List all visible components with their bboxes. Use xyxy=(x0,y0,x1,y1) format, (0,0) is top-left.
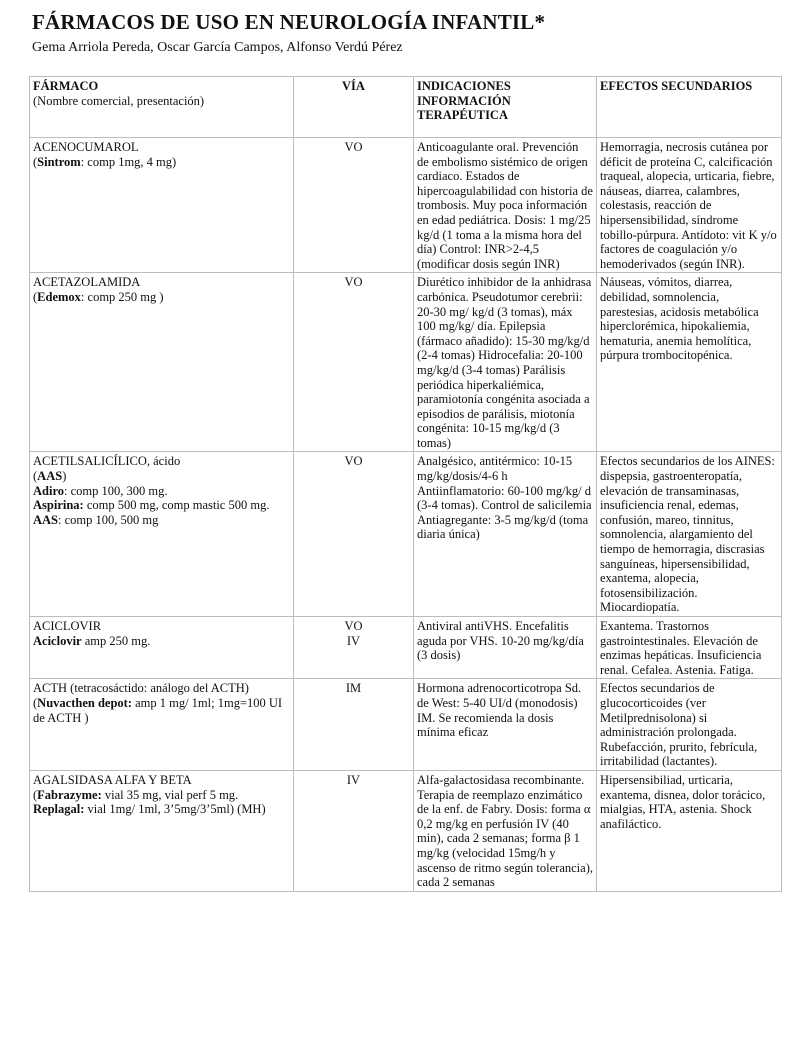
presentation-line: (Nuvacthen depot: amp 1 mg/ 1ml; 1mg=100 UI de ACTH ) xyxy=(33,695,283,725)
presentation-detail: : comp 100, 300 mg. xyxy=(64,483,168,498)
presentation-detail: amp 250 mg. xyxy=(81,633,151,648)
cell-via xyxy=(294,679,414,771)
table-row xyxy=(30,273,782,452)
route-value: IV xyxy=(346,633,361,648)
route-value: IM xyxy=(345,681,362,696)
brand-name: Sintrom xyxy=(37,154,81,169)
document-authors: Gema Arriola Pereda, Oscar García Campos, Alfonso Verdú Pérez xyxy=(32,40,403,55)
document-title: FÁRMACOS DE USO EN NEUROLOGÍA INFANTIL* xyxy=(32,10,546,34)
brand-name: Nuvacthen depot: xyxy=(37,695,132,710)
drug-name: AGALSIDASA ALFA Y BETA xyxy=(33,772,192,787)
cell-farmaco xyxy=(30,138,294,273)
header-efectos xyxy=(597,77,782,138)
brand-name: AAS xyxy=(33,512,59,527)
header-indicaciones xyxy=(414,77,597,138)
drug-name: ACICLOVIR xyxy=(33,619,102,633)
table-header-row xyxy=(30,77,782,138)
header-farmaco-label: FÁRMACO xyxy=(33,79,99,93)
header-via-label: VÍA xyxy=(342,79,365,93)
cell-farmaco xyxy=(30,617,294,679)
brand-name: Aspirina: xyxy=(33,498,84,513)
cell-efectos: Hipersensibiliad, urticaria, exantema, disnea, dolor torácico, mialgias, HTA, astenia. Shock anafiláctico. xyxy=(597,770,782,891)
cell-farmaco xyxy=(30,679,294,771)
table-row xyxy=(30,770,782,891)
brand-name: Adiro xyxy=(33,483,65,498)
cell-farmaco xyxy=(30,452,294,617)
presentation-detail: vial 1mg/ 1ml, 3’5mg/3’5ml) (MH) xyxy=(84,802,266,817)
cell-efectos: Efectos secundarios de glucocorticoides (ver Metilprednisolona) si administración prolongada. Rubefacción, prurito, febrícula, irritabilidad (lactantes). xyxy=(597,679,782,771)
route-value: VO xyxy=(344,275,363,290)
presentation-line: (Fabrazyme: vial 35 mg, vial perf 5 mg. Replagal: vial 1mg/ 1ml, 3’5mg/3’5ml) (MH) xyxy=(33,787,266,817)
cell-indicaciones: Analgésico, antitérmico: 10-15 mg/kg/dosis/4-6 h Antiinflamatorio: 60-100 mg/kg/ d (3-4 tomas). Control de salicilemia Antiagregante: 3-5 mg/kg/d (toma diaria única) xyxy=(414,452,597,617)
table-row xyxy=(30,452,782,617)
header-farmaco-sub: (Nombre comercial, presentación) xyxy=(33,93,205,108)
route-value: VO xyxy=(344,140,363,154)
cell-indicaciones: Antiviral antiVHS. Encefalitis aguda por VHS. 10-20 mg/kg/día (3 dosis) xyxy=(414,617,597,679)
presentation-line xyxy=(33,484,290,499)
presentation-line xyxy=(33,498,290,513)
route-value: VO xyxy=(344,619,363,633)
cell-indicaciones: Anticoagulante oral. Prevención de embolismo sistémico de origen cardiaco. Estados de hipercoagulabilidad con historia de trombosis. Muy poca información en edad pediátrica. Dosis: 1 mg/25 kg/d (1 toma a la misma hora del día) Control: INR>2-4,5 (modificar dosis según INR) xyxy=(414,138,597,273)
cell-farmaco xyxy=(30,770,294,891)
cell-via xyxy=(294,138,414,273)
presentation-detail: amp 1 mg/ 1ml; 1mg=100 UI de ACTH ) xyxy=(33,695,283,725)
header-via xyxy=(294,77,414,138)
brand-name: Fabrazyme: xyxy=(37,787,102,802)
presentation-line xyxy=(33,513,290,528)
brand-name: Replagal: xyxy=(33,802,85,817)
cell-indicaciones: Diurético inhibidor de la anhidrasa carbónica. Pseudotumor cerebrii: 20-30 mg/ kg/d (3 tomas), máx 100 mg/kg/ día. Epilepsia (fármaco añadido): 15-30 mg/kg/d (2-4 tomas) Hidrocefalia: 20-100 mg/kg/d (3-4 tomas) Parálisis periódica hiperkaliémica, paramiotonía congénita asociada a episodios de parálisis, miotonía congénita: 10-15 mg/kg/d (3 tomas) xyxy=(414,273,597,452)
cell-indicaciones: Alfa-galactosidasa recombinante. Terapia de reemplazo enzimático de la enf. de Fabry. Dosis: forma α 0,2 mg/kg en perfusión IV (40 min), cada 2 semanas; forma β 1 mg/kg (velocidad 15mg/h y ascenso de ritmo según tolerancia), cada 2 semanas xyxy=(414,770,597,891)
cell-efectos: Exantema. Trastornos gastrointestinales. Elevación de enzimas hepáticas. Insuficiencia renal. Cefalea. Astenia. Fatiga. xyxy=(597,617,782,679)
cell-efectos: Náuseas, vómitos, diarrea, debilidad, somnolencia, parestesias, acidosis metabólica hiperclorémica, hipokaliemia, hematuria, anemia hemolítica, púrpura trombocitopénica. xyxy=(597,273,782,452)
cell-efectos: Hemorragia, necrosis cutánea por déficit de proteína C, calcificación traqueal, alopecia, urticaria, fiebre, náuseas, diarrea, calambres, colestasis, reacción de hipersensibilidad, síndrome tobillo-púrpura. Antídoto: vit K y/o factores de coagulación y/o hemoderivados (según INR). xyxy=(597,138,782,273)
cell-efectos: Efectos secundarios de los AINES: dispepsia, gastroenteropatía, elevación de transaminasas, insuficiencia renal, edemas, confusión, mareo, tinnitus, somnolencia, alargamiento del tiempo de hemorragia, discrasias sanguíneas, hipersensibilidad, exantema, alopecia, fotosensibilización. Miocardiopatía. xyxy=(597,452,782,617)
brand-name: AAS xyxy=(37,469,63,484)
presentation-detail: comp 500 mg, comp mastic 500 mg. xyxy=(83,498,270,513)
table-row xyxy=(30,138,782,273)
presentation-line: (AAS) xyxy=(33,469,67,484)
header-efectos-label: EFECTOS SECUNDARIOS xyxy=(600,79,753,93)
route-value: VO xyxy=(344,454,363,469)
drug-name: ACTH (tetracosáctido: análogo del ACTH) xyxy=(33,681,249,696)
cell-farmaco xyxy=(30,273,294,452)
presentation-detail: vial 35 mg, vial perf 5 mg. xyxy=(101,787,239,802)
drug-name: ACENOCUMAROL xyxy=(33,140,139,154)
cell-via xyxy=(294,617,414,679)
brand-name: Aciclovir xyxy=(33,633,82,648)
table-row xyxy=(30,679,782,771)
presentation-detail: : comp 1mg, 4 mg) xyxy=(80,154,177,169)
drug-name: ACETAZOLAMIDA xyxy=(33,275,141,290)
drug-table xyxy=(29,76,782,892)
header-indicaciones-label: INDICACIONES INFORMACIÓN TERAPÉUTICA xyxy=(417,79,511,123)
cell-via xyxy=(294,770,414,891)
cell-via xyxy=(294,273,414,452)
presentation-detail: ) xyxy=(62,469,67,484)
presentation-line: (Edemox: comp 250 mg ) xyxy=(33,289,164,304)
cell-indicaciones: Hormona adrenocorticotropa Sd. de West: 5-40 UI/d (monodosis) IM. Se recomienda la dosis mínima eficaz xyxy=(414,679,597,771)
route-value: IV xyxy=(346,772,361,787)
presentation-line: (Sintrom: comp 1mg, 4 mg) xyxy=(33,154,177,169)
presentation-detail: : comp 250 mg ) xyxy=(80,289,164,304)
table-row xyxy=(30,617,782,679)
presentation-detail: : comp 100, 500 mg xyxy=(58,512,159,527)
drug-name: ACETILSALICÍLICO, ácido xyxy=(33,454,181,469)
brand-name: Edemox xyxy=(37,289,81,304)
table-body xyxy=(30,138,782,892)
cell-via xyxy=(294,452,414,617)
header-farmaco xyxy=(30,77,294,138)
presentation-line xyxy=(33,634,290,649)
